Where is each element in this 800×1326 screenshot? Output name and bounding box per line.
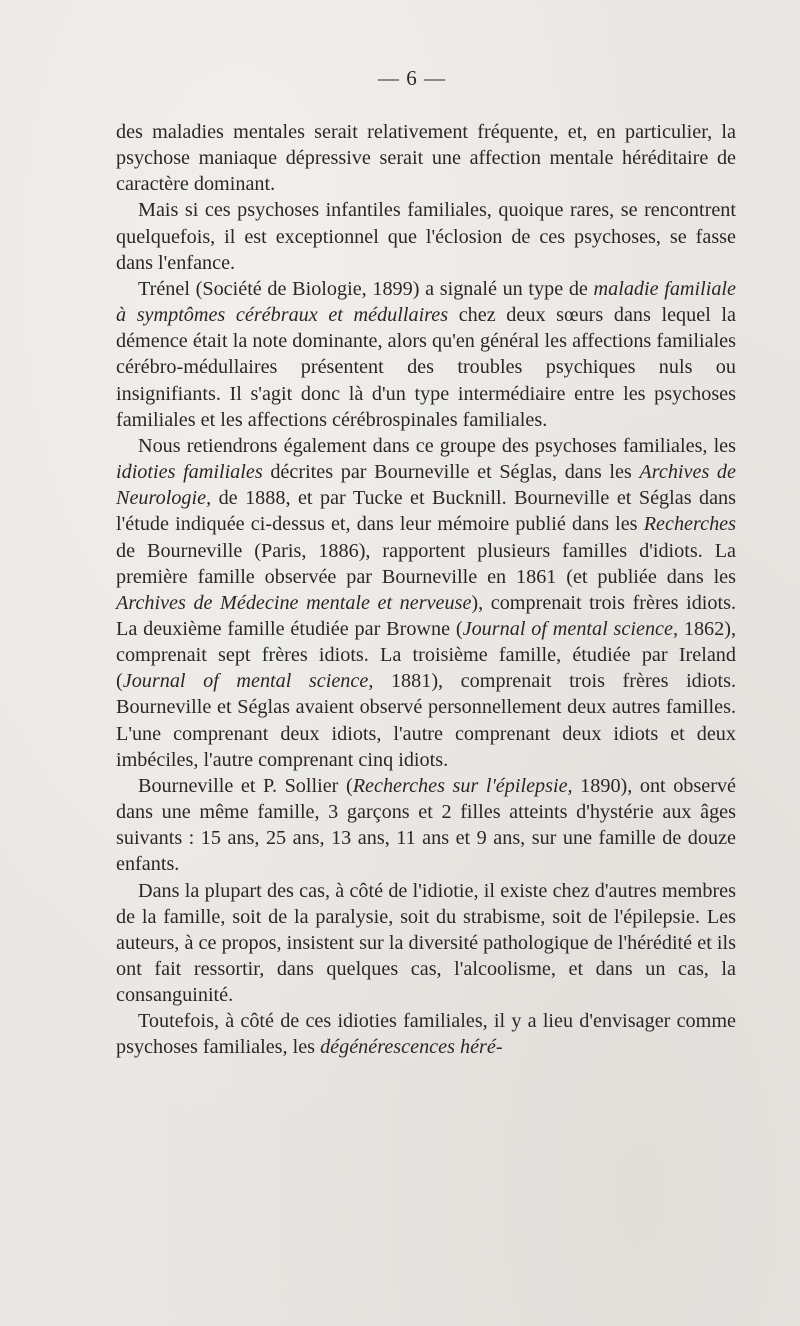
text-run: 1890), ont observé dans une même famille, 3 garçons et 2 filles atteints d'hystérie aux âges suivants : 15 ans, 25 ans, 13 ans, 11 ans et 9 ans, sur une famille de douze enfants. xyxy=(116,774,736,876)
italic-text-run: Recherches sur l'épilepsie, xyxy=(352,774,573,797)
text-run: chez deux sœurs dans lequel la démence était la note dominante, alors qu'en général les affections familiales cérébro-médullaires présentent des troubles psychiques nuls ou insignifiants. Il s'agit donc là d'un type intermédiaire entre les psychoses familiales et les affections cérébrospinales familiales. xyxy=(116,304,736,431)
body-text xyxy=(116,119,736,1061)
text-run: décrites par Bourneville et Séglas, dans les xyxy=(262,461,640,484)
italic-text-run: Recherches xyxy=(643,513,736,536)
text-run: ), comprenait trois frères idiots. La deuxième famille étudiée par Browne ( xyxy=(116,591,736,640)
page-number: — 6 — xyxy=(378,66,446,90)
text-run: de 1888, et par Tucke et Bucknill. Bourneville et Séglas dans l'étude indiquée ci-dessus et, dans leur mémoire publié dans les xyxy=(116,487,736,536)
italic-text-run: maladie familiale à symptômes cérébraux et médullaires xyxy=(116,277,736,327)
text-run: Bourneville et P. Sollier ( xyxy=(138,774,353,797)
paragraph xyxy=(116,878,736,1009)
paragraph xyxy=(116,433,736,773)
italic-text-run: Journal of mental science, xyxy=(122,670,374,693)
italic-text-run: dégénérescences héré- xyxy=(320,1036,503,1059)
text-run: 1881), comprenait trois frères idiots. Bourneville et Séglas avaient observé personnellement deux autres familles. L'une comprenant deux idiots, l'autre comprenant deux idiots et deux imbéciles, l'autre comprenant cinq idiots. xyxy=(116,670,736,771)
italic-text-run: idioties familiales xyxy=(116,461,263,484)
text-run: Nous retiendrons également dans ce groupe des psychoses familiales, les xyxy=(138,434,736,457)
paragraph xyxy=(116,773,736,878)
italic-text-run: Journal of mental science, xyxy=(462,617,679,640)
text-run: Trénel (Société de Biologie, 1899) a signalé un type de xyxy=(138,277,594,300)
paragraph xyxy=(116,276,736,433)
paragraph xyxy=(116,197,736,275)
paragraph xyxy=(116,119,736,197)
text-run: Toutefois, à côté de ces idioties familiales, il y a lieu d'envisager comme psychoses familiales, les xyxy=(116,1010,736,1059)
italic-text-run: Archives de Neurologie, xyxy=(116,461,736,510)
text-run: de Bourneville (Paris, 1886), rapportent plusieurs familles d'idiots. La première famille observée par Bourneville en 1861 (et publiée dans les xyxy=(116,539,736,588)
text-run: Dans la plupart des cas, à côté de l'idiotie, il existe chez d'autres membres de la famille, soit de la paralysie, soit du strabisme, soit de l'épilepsie. Les auteurs, à ce propos, insistent sur la diversité pathologique de l'hérédité et ils ont fait ressortir, dans quelques cas, l'alcoolisme, et dans un cas, la consanguinité. xyxy=(116,879,736,1007)
paragraph xyxy=(116,1008,736,1060)
italic-text-run: Archives de Médecine mentale et nerveuse xyxy=(116,591,472,614)
text-run: des maladies mentales serait relativement fréquente, et, en particulier, la psychose maniaque dépressive serait une affection mentale héréditaire de caractère dominant. xyxy=(116,121,736,196)
text-run: 1862), comprenait sept frères idiots. La troisième famille, étudiée par Ireland ( xyxy=(116,617,736,693)
text-run: Mais si ces psychoses infantiles familiales, quoique rares, se rencontrent quelquefois, il est exceptionnel que l'éclosion de ces psychoses, se fasse dans l'enfance. xyxy=(116,199,736,274)
